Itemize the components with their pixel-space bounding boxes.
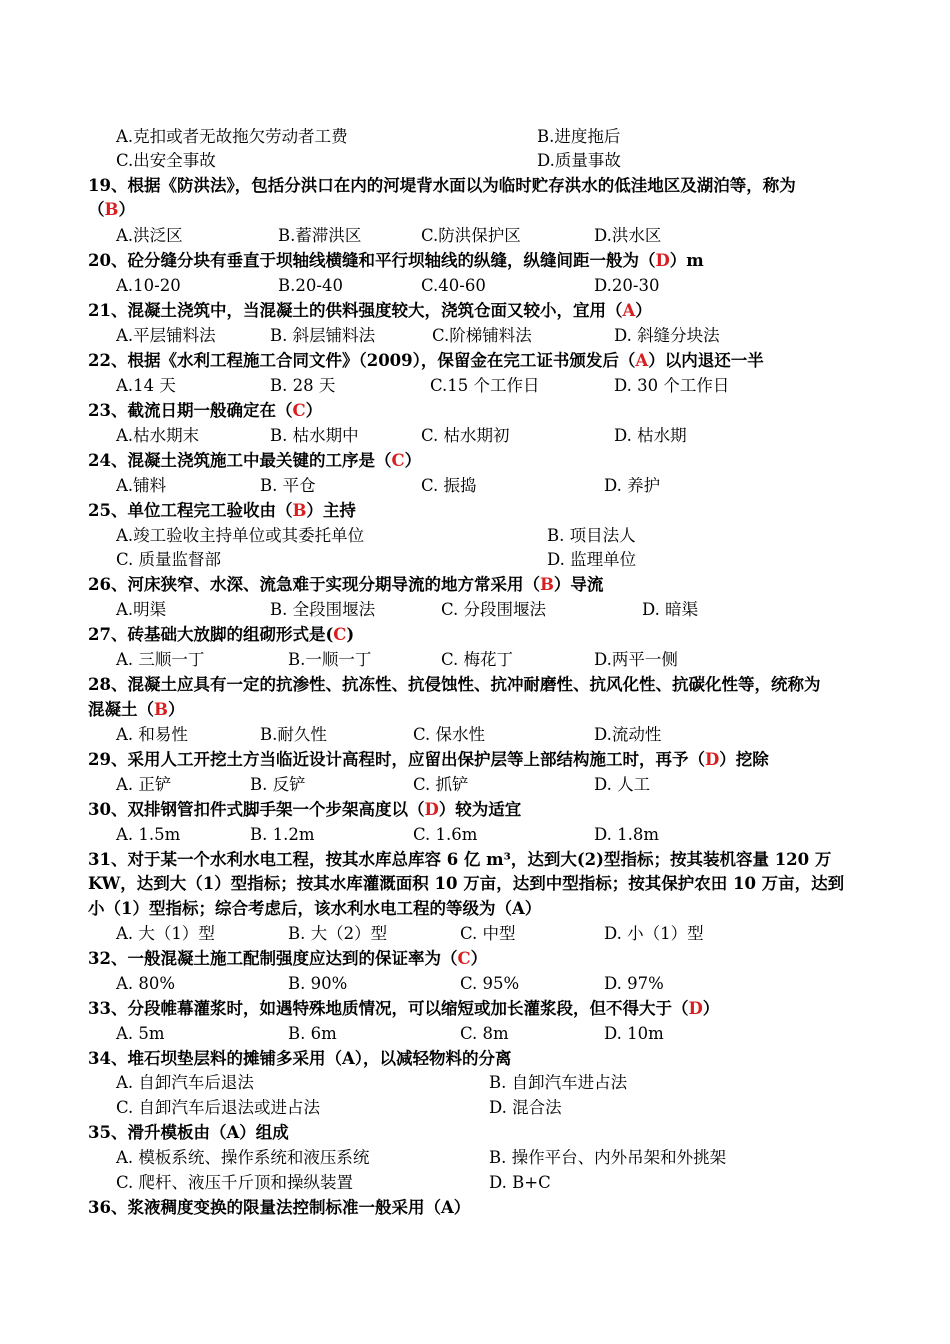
question-text bbox=[88, 673, 820, 697]
option-row bbox=[0, 1146, 950, 1170]
question-stem-tail: ） bbox=[702, 999, 720, 1018]
question-stem: KW，达到大（1）型指标；按其水库灌溉面积 10 万亩，达到中型指标；按其保护农田 10 万亩，达到 bbox=[88, 874, 845, 893]
question-stem: （ bbox=[88, 200, 105, 219]
question-stem: 小（1）型指标；综合考虑后，该水利水电工程的等级为（A） bbox=[88, 899, 542, 918]
answer-letter: D bbox=[655, 251, 670, 270]
option-text: B. 操作平台、内外吊架和外挑架 bbox=[489, 1148, 727, 1167]
question-stem-tail: ） bbox=[167, 700, 185, 719]
question-stem: 混凝土（ bbox=[88, 700, 154, 719]
question-line bbox=[0, 499, 950, 523]
option-row bbox=[0, 598, 950, 622]
question-stem-tail: ）主持 bbox=[306, 501, 356, 520]
answer-letter: B bbox=[539, 575, 554, 594]
option-row bbox=[0, 474, 950, 498]
option-text: A. 1.5m bbox=[116, 825, 181, 844]
question-stem: 25、单位工程完工验收由（ bbox=[88, 501, 293, 520]
option-row bbox=[0, 374, 950, 398]
question-stem-tail: ） bbox=[305, 401, 323, 420]
option-row bbox=[0, 324, 950, 348]
question-line bbox=[0, 1121, 950, 1145]
answer-letter: D bbox=[704, 750, 720, 769]
option-text: D. 枯水期 bbox=[614, 426, 687, 445]
question-stem-tail: ）m bbox=[669, 251, 704, 270]
option-row bbox=[0, 972, 950, 996]
question-text bbox=[88, 897, 541, 921]
option-text: B. 90% bbox=[288, 974, 348, 993]
answer-letter: B bbox=[292, 501, 307, 520]
option-row bbox=[0, 1022, 950, 1046]
question-stem-tail: ） bbox=[635, 301, 652, 320]
option-text: A.平层铺料法 bbox=[116, 326, 216, 345]
option-text: B. 1.2m bbox=[250, 825, 315, 844]
question-text bbox=[88, 299, 652, 323]
answer-letter: C bbox=[333, 625, 347, 644]
question-stem-tail: ） bbox=[118, 200, 135, 219]
question-stem: 23、截流日期一般确定在（ bbox=[88, 401, 293, 420]
option-row bbox=[0, 125, 950, 149]
option-row bbox=[0, 548, 950, 572]
option-text: D. 暗渠 bbox=[642, 600, 699, 619]
answer-letter: A bbox=[635, 351, 649, 370]
option-row bbox=[0, 922, 950, 946]
option-text: D. 10m bbox=[604, 1024, 664, 1043]
question-stem: 26、河床狭窄、水深、流急难于实现分期导流的地方常采用（ bbox=[88, 575, 540, 594]
question-stem-tail: ）挖除 bbox=[719, 750, 769, 769]
option-text: A. 正铲 bbox=[116, 775, 172, 794]
option-text: C.15 个工作日 bbox=[430, 376, 540, 395]
question-line bbox=[0, 573, 950, 597]
option-text: D.质量事故 bbox=[537, 151, 621, 170]
option-text: C. 8m bbox=[460, 1024, 509, 1043]
option-text: C. 中型 bbox=[460, 924, 516, 943]
option-text: C.40-60 bbox=[421, 276, 486, 295]
option-text: C. 抓铲 bbox=[413, 775, 469, 794]
question-stem: 35、滑升模板由（A）组成 bbox=[88, 1123, 289, 1142]
question-text bbox=[88, 1047, 512, 1071]
option-row bbox=[0, 773, 950, 797]
option-text: B. 平仓 bbox=[260, 476, 316, 495]
question-line bbox=[0, 748, 950, 772]
option-text: C.防洪保护区 bbox=[421, 226, 521, 245]
question-stem: 34、堆石坝垫层料的摊铺多采用（A），以减轻物料的分离 bbox=[88, 1049, 512, 1068]
option-text: D. 斜缝分块法 bbox=[614, 326, 720, 345]
option-text: A. 自卸汽车后退法 bbox=[116, 1073, 254, 1092]
option-text: B. 自卸汽车进占法 bbox=[489, 1073, 628, 1092]
option-text: A. 三顺一丁 bbox=[116, 650, 205, 669]
option-text: B. 6m bbox=[288, 1024, 337, 1043]
question-stem: 22、根据《水利工程施工合同文件》（2009），保留金在完工证书颁发后（ bbox=[88, 351, 636, 370]
question-stem-tail: ) bbox=[346, 625, 355, 644]
answer-letter: C bbox=[457, 949, 471, 968]
option-text: C. 质量监督部 bbox=[116, 550, 222, 569]
question-stem: 33、分段帷幕灌浆时，如遇特殊地质情况，可以缩短或加长灌浆段，但不得大于（ bbox=[88, 999, 689, 1018]
option-text: A. 5m bbox=[116, 1024, 165, 1043]
option-text: A.竣工验收主持单位或其委托单位 bbox=[116, 526, 365, 545]
option-text: D. 养护 bbox=[604, 476, 661, 495]
option-text: D. 30 个工作日 bbox=[614, 376, 730, 395]
option-text: A.明渠 bbox=[116, 600, 167, 619]
option-text: D. 小（1）型 bbox=[604, 924, 704, 943]
option-text: A. 和易性 bbox=[116, 725, 188, 744]
option-text: C. 分段围堰法 bbox=[441, 600, 547, 619]
option-text: B. 斜层铺料法 bbox=[270, 326, 376, 345]
option-text: A. 80% bbox=[116, 974, 176, 993]
option-text: C. 振捣 bbox=[421, 476, 477, 495]
answer-letter: B bbox=[154, 700, 168, 719]
option-text: A. 大（1）型 bbox=[116, 924, 215, 943]
question-stem-tail: ）较为适宜 bbox=[438, 800, 522, 819]
question-text bbox=[88, 449, 421, 473]
answer-letter: C bbox=[391, 451, 405, 470]
option-text: B.蓄滞洪区 bbox=[278, 226, 362, 245]
question-stem: 20、砼分缝分块有垂直于坝轴线横缝和平行坝轴线的纵缝，纵缝间距一般为（ bbox=[88, 251, 656, 270]
question-line bbox=[0, 198, 950, 222]
question-stem: 19、根据《防洪法》，包括分洪口在内的河堤背水面以为临时贮存洪水的低洼地区及湖泊等，称为 bbox=[88, 176, 796, 195]
question-stem: 29、采用人工开挖土方当临近设计高程时，应留出保护层等上部结构施工时，再予（ bbox=[88, 750, 705, 769]
option-text: C. 95% bbox=[460, 974, 520, 993]
question-stem-tail: ）导流 bbox=[553, 575, 604, 594]
question-line bbox=[0, 698, 950, 722]
option-text: D. 97% bbox=[604, 974, 664, 993]
question-text bbox=[88, 848, 831, 872]
question-line bbox=[0, 349, 950, 373]
option-text: D.洪水区 bbox=[594, 226, 662, 245]
option-text: B.进度拖后 bbox=[537, 127, 621, 146]
option-row bbox=[0, 224, 950, 248]
question-line bbox=[0, 174, 950, 198]
option-text: A.洪泛区 bbox=[116, 226, 183, 245]
question-text bbox=[88, 748, 769, 772]
option-text: A.14 天 bbox=[116, 376, 176, 395]
question-line bbox=[0, 299, 950, 323]
option-text: B.耐久性 bbox=[260, 725, 327, 744]
question-line bbox=[0, 673, 950, 697]
option-row bbox=[0, 424, 950, 448]
option-text: D. B+C bbox=[489, 1173, 551, 1192]
option-row bbox=[0, 274, 950, 298]
option-text: B. 项目法人 bbox=[547, 526, 636, 545]
question-text bbox=[88, 1121, 289, 1145]
question-text bbox=[88, 997, 719, 1021]
question-line bbox=[0, 897, 950, 921]
option-row bbox=[0, 823, 950, 847]
option-text: D.流动性 bbox=[594, 725, 662, 744]
option-text: B. 枯水期中 bbox=[270, 426, 359, 445]
option-text: D. 混合法 bbox=[489, 1098, 562, 1117]
answer-letter: C bbox=[292, 401, 306, 420]
option-text: C. 爬杆、液压千斤顶和操纵装置 bbox=[116, 1173, 354, 1192]
option-row bbox=[0, 149, 950, 173]
option-text: C. 自卸汽车后退法或进占法 bbox=[116, 1098, 321, 1117]
option-text: A.10-20 bbox=[116, 276, 181, 295]
option-text: B. 28 天 bbox=[270, 376, 336, 395]
question-text bbox=[88, 872, 844, 896]
option-text: C.出安全事故 bbox=[116, 151, 216, 170]
question-text bbox=[88, 349, 764, 373]
option-text: C. 1.6m bbox=[413, 825, 478, 844]
option-row bbox=[0, 1071, 950, 1095]
option-row bbox=[0, 648, 950, 672]
question-stem-tail: ） bbox=[470, 949, 488, 968]
question-stem: 21、混凝土浇筑中，当混凝土的供料强度较大，浇筑仓面又较小，宜用（ bbox=[88, 301, 623, 320]
question-text bbox=[88, 499, 356, 523]
question-stem: 30、双排钢管扣件式脚手架一个步架高度以（ bbox=[88, 800, 425, 819]
option-text: D.两平一侧 bbox=[594, 650, 678, 669]
option-text: A. 模板系统、操作系统和液压系统 bbox=[116, 1148, 370, 1167]
question-text bbox=[88, 174, 796, 198]
question-line bbox=[0, 449, 950, 473]
question-line bbox=[0, 798, 950, 822]
option-text: D. 1.8m bbox=[594, 825, 660, 844]
answer-letter: A bbox=[622, 301, 636, 320]
option-text: C.阶梯铺料法 bbox=[432, 326, 532, 345]
option-text: D. 监理单位 bbox=[547, 550, 637, 569]
question-line bbox=[0, 872, 950, 896]
question-line bbox=[0, 249, 950, 273]
question-stem-tail: ） bbox=[404, 451, 422, 470]
option-text: A.铺料 bbox=[116, 476, 167, 495]
question-stem: 28、混凝土应具有一定的抗渗性、抗冻性、抗侵蚀性、抗冲耐磨性、抗风化性、抗碳化性等，统称为 bbox=[88, 675, 821, 694]
question-text bbox=[88, 698, 184, 722]
question-stem: 27、砖基础大放脚的组砌形式是( bbox=[88, 625, 334, 644]
answer-letter: B bbox=[104, 200, 119, 219]
option-row bbox=[0, 1171, 950, 1195]
question-line bbox=[0, 848, 950, 872]
question-text bbox=[88, 1196, 470, 1220]
question-line bbox=[0, 1047, 950, 1071]
option-text: D. 人工 bbox=[594, 775, 651, 794]
option-text: B.20-40 bbox=[278, 276, 343, 295]
option-text: D.20-30 bbox=[594, 276, 660, 295]
question-stem: 32、一般混凝土施工配制强度应达到的保证率为（ bbox=[88, 949, 458, 968]
answer-letter: D bbox=[424, 800, 439, 819]
question-text bbox=[88, 947, 487, 971]
option-row bbox=[0, 723, 950, 747]
option-text: B. 反铲 bbox=[250, 775, 306, 794]
option-row bbox=[0, 524, 950, 548]
option-row bbox=[0, 1096, 950, 1120]
option-text: B. 大（2）型 bbox=[288, 924, 388, 943]
question-text bbox=[88, 249, 704, 273]
question-text bbox=[88, 399, 322, 423]
question-line bbox=[0, 399, 950, 423]
option-text: A.克扣或者无故拖欠劳动者工费 bbox=[116, 127, 348, 146]
question-text bbox=[88, 623, 354, 647]
option-text: B. 全段围堰法 bbox=[270, 600, 376, 619]
question-line bbox=[0, 947, 950, 971]
answer-letter: D bbox=[688, 999, 703, 1018]
option-text: A.枯水期末 bbox=[116, 426, 200, 445]
question-line bbox=[0, 1196, 950, 1220]
question-text bbox=[88, 573, 603, 597]
question-line bbox=[0, 623, 950, 647]
question-stem: 36、浆液稠度变换的限量法控制标准一般采用（A） bbox=[88, 1198, 471, 1217]
option-text: C. 梅花丁 bbox=[441, 650, 514, 669]
option-text: C. 枯水期初 bbox=[421, 426, 510, 445]
option-text: C. 保水性 bbox=[413, 725, 486, 744]
question-text bbox=[88, 798, 521, 822]
question-text bbox=[88, 198, 135, 222]
question-stem-tail: ）以内退还一半 bbox=[648, 351, 764, 370]
option-text: B.一顺一丁 bbox=[288, 650, 372, 669]
question-line bbox=[0, 997, 950, 1021]
question-stem: 24、混凝土浇筑施工中最关键的工序是（ bbox=[88, 451, 392, 470]
question-stem: 31、对于某一个水利水电工程，按其水库总库容 6 亿 m³，达到大(2)型指标；按其装机容量 120 万 bbox=[88, 850, 832, 869]
